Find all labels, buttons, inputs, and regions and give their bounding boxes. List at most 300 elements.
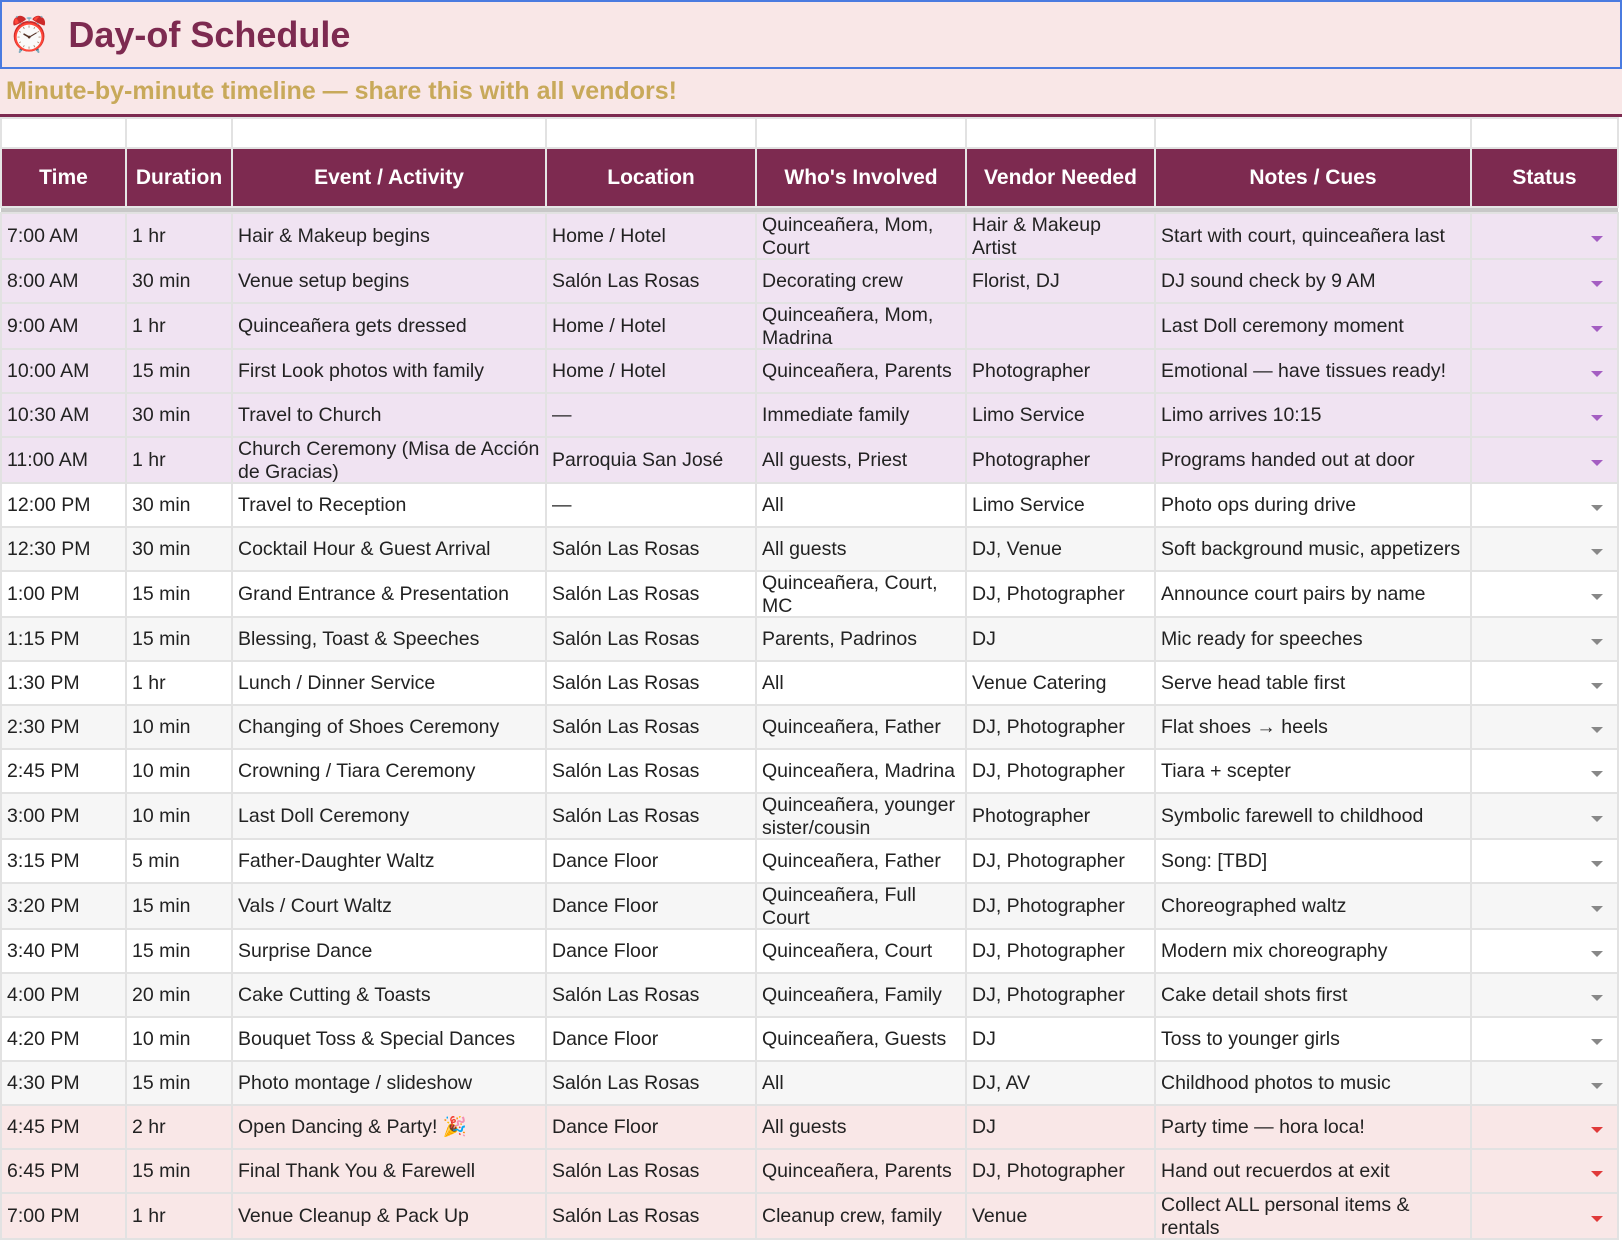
cell-text: DJ sound check by 9 AM	[1161, 269, 1376, 292]
cell-text: Emotional — have tissues ready!	[1161, 359, 1447, 382]
cell-time[interactable]	[1, 571, 126, 617]
cell-text: Dance Floor	[552, 849, 659, 872]
page-title: Day-of Schedule	[68, 13, 351, 55]
cell[interactable]	[756, 118, 966, 148]
cell[interactable]	[966, 118, 1155, 148]
dropdown-arrow-icon[interactable]	[1591, 906, 1603, 912]
cell-text: Cocktail Hour & Guest Arrival	[238, 537, 491, 560]
cell[interactable]	[1155, 118, 1471, 148]
cell-duration[interactable]	[126, 749, 232, 793]
cell-vendor[interactable]	[966, 213, 1155, 259]
cell-text: Salón Las Rosas	[552, 537, 700, 560]
status-dropdown[interactable]	[1471, 527, 1618, 571]
cell-text: 12:00 PM	[7, 493, 91, 516]
cell-who[interactable]	[756, 393, 966, 437]
cell-text: Vals / Court Waltz	[238, 894, 392, 917]
cell-event[interactable]	[232, 705, 546, 749]
cell-location[interactable]	[546, 617, 756, 661]
cell-event[interactable]	[232, 1061, 546, 1105]
cell-vendor[interactable]	[966, 973, 1155, 1017]
cell-event[interactable]	[232, 1193, 546, 1239]
cell-text: 10 min	[132, 715, 191, 738]
cell-text: Grand Entrance & Presentation	[238, 582, 509, 605]
cell-event[interactable]	[232, 303, 546, 349]
cell-text: 10:30 AM	[7, 403, 90, 426]
cell-notes[interactable]	[1155, 1061, 1471, 1105]
cell-notes[interactable]	[1155, 1193, 1471, 1239]
cell-vendor[interactable]	[966, 1017, 1155, 1061]
cell-text: Crowning / Tiara Ceremony	[238, 759, 476, 782]
cell-who[interactable]	[756, 749, 966, 793]
cell-text: Photographer	[972, 359, 1091, 382]
cell-event[interactable]	[232, 527, 546, 571]
cell-time[interactable]	[1, 1061, 126, 1105]
cell-location[interactable]	[546, 303, 756, 349]
cell-notes[interactable]	[1155, 973, 1471, 1017]
cell-time[interactable]	[1, 527, 126, 571]
status-dropdown[interactable]	[1471, 483, 1618, 527]
cell-who[interactable]	[756, 793, 966, 839]
cell-who[interactable]	[756, 303, 966, 349]
cell-event[interactable]	[232, 349, 546, 393]
status-dropdown[interactable]	[1471, 793, 1618, 839]
cell-notes[interactable]	[1155, 437, 1471, 483]
dropdown-arrow-icon[interactable]	[1591, 460, 1603, 466]
dropdown-arrow-icon[interactable]	[1591, 771, 1603, 777]
cell-notes[interactable]	[1155, 617, 1471, 661]
cell-time[interactable]	[1, 1193, 126, 1239]
cell-notes[interactable]	[1155, 1149, 1471, 1193]
cell-location[interactable]	[546, 259, 756, 303]
cell-duration[interactable]	[126, 1149, 232, 1193]
cell-location[interactable]	[546, 929, 756, 973]
cell-text: Modern mix choreography	[1161, 939, 1388, 962]
cell-text: First Look photos with family	[238, 359, 485, 382]
cell-vendor[interactable]	[966, 661, 1155, 705]
dropdown-arrow-icon[interactable]	[1591, 995, 1603, 1001]
cell-event[interactable]	[232, 1017, 546, 1061]
cell-text: 2:45 PM	[7, 759, 80, 782]
cell-location[interactable]	[546, 973, 756, 1017]
cell-who[interactable]	[756, 973, 966, 1017]
alarm-clock-icon: ⏰	[8, 15, 51, 54]
cell-vendor[interactable]	[966, 483, 1155, 527]
cell-event[interactable]	[232, 393, 546, 437]
cell-event[interactable]	[232, 483, 546, 527]
cell-time[interactable]	[1, 349, 126, 393]
cell-text: 12:30 PM	[7, 537, 91, 560]
cell-text: 4:00 PM	[7, 983, 80, 1006]
status-dropdown[interactable]	[1471, 349, 1618, 393]
cell-vendor[interactable]	[966, 793, 1155, 839]
cell-notes[interactable]	[1155, 705, 1471, 749]
table-row	[1, 705, 1618, 749]
cell-who[interactable]	[756, 483, 966, 527]
cell[interactable]	[126, 118, 232, 148]
status-dropdown[interactable]	[1471, 839, 1618, 883]
status-dropdown[interactable]	[1471, 213, 1618, 259]
cell-text: Parroquia San José	[552, 448, 724, 471]
cell[interactable]	[1, 118, 126, 148]
dropdown-arrow-icon[interactable]	[1591, 371, 1603, 377]
cell-event[interactable]	[232, 1149, 546, 1193]
cell-text: Quinceañera, Family	[762, 983, 942, 1006]
cell-duration[interactable]	[126, 1105, 232, 1149]
cell-event[interactable]	[232, 661, 546, 705]
cell-time[interactable]	[1, 437, 126, 483]
cell-location[interactable]	[546, 571, 756, 617]
cell-notes[interactable]	[1155, 661, 1471, 705]
cell-time[interactable]	[1, 483, 126, 527]
cell-event[interactable]	[232, 213, 546, 259]
cell-location[interactable]	[546, 793, 756, 839]
dropdown-arrow-icon[interactable]	[1591, 415, 1603, 421]
column-header-duration[interactable]: Duration	[126, 148, 232, 207]
cell-notes[interactable]	[1155, 213, 1471, 259]
cell-notes[interactable]	[1155, 749, 1471, 793]
cell-vendor[interactable]	[966, 617, 1155, 661]
cell-text: Toss to younger girls	[1161, 1027, 1340, 1050]
cell-vendor[interactable]	[966, 929, 1155, 973]
cell-who[interactable]	[756, 213, 966, 259]
cell-vendor[interactable]	[966, 1193, 1155, 1239]
cell-duration[interactable]	[126, 349, 232, 393]
cell-time[interactable]	[1, 661, 126, 705]
cell-text: 4:20 PM	[7, 1027, 80, 1050]
cell-vendor[interactable]	[966, 705, 1155, 749]
cell-text: Dance Floor	[552, 1115, 659, 1138]
cell-event[interactable]	[232, 973, 546, 1017]
cell-event[interactable]	[232, 617, 546, 661]
cell-duration[interactable]	[126, 661, 232, 705]
cell-event[interactable]	[232, 793, 546, 839]
schedule-table	[0, 117, 1619, 1240]
dropdown-arrow-icon[interactable]	[1591, 683, 1603, 689]
cell-who[interactable]	[756, 259, 966, 303]
cell-notes[interactable]	[1155, 393, 1471, 437]
dropdown-arrow-icon[interactable]	[1591, 1083, 1603, 1089]
cell-text: Mic ready for speeches	[1161, 627, 1363, 650]
cell-vendor[interactable]	[966, 527, 1155, 571]
status-dropdown[interactable]	[1471, 393, 1618, 437]
cell-notes[interactable]	[1155, 571, 1471, 617]
cell-time[interactable]	[1, 839, 126, 883]
cell-time[interactable]	[1, 303, 126, 349]
cell-location[interactable]	[546, 1105, 756, 1149]
cell-vendor[interactable]	[966, 749, 1155, 793]
cell-who[interactable]	[756, 437, 966, 483]
cell-text: 15 min	[132, 894, 191, 917]
cell-event[interactable]	[232, 929, 546, 973]
cell-duration[interactable]	[126, 259, 232, 303]
cell-vendor[interactable]	[966, 839, 1155, 883]
cell-vendor[interactable]	[966, 883, 1155, 929]
cell-text: 30 min	[132, 269, 191, 292]
status-dropdown[interactable]	[1471, 929, 1618, 973]
cell-who[interactable]	[756, 839, 966, 883]
cell-time[interactable]	[1, 705, 126, 749]
cell-duration[interactable]	[126, 1193, 232, 1239]
cell-location[interactable]	[546, 437, 756, 483]
cell-text: Salón Las Rosas	[552, 1204, 700, 1227]
table-row	[1, 929, 1618, 973]
cell-text: Cake Cutting & Toasts	[238, 983, 431, 1006]
cell-event[interactable]	[232, 883, 546, 929]
dropdown-arrow-icon[interactable]	[1591, 639, 1603, 645]
column-header-location[interactable]: Location	[546, 148, 756, 207]
cell-notes[interactable]	[1155, 839, 1471, 883]
cell-text: 2 hr	[132, 1115, 166, 1138]
cell-notes[interactable]	[1155, 527, 1471, 571]
cell-duration[interactable]	[126, 793, 232, 839]
table-row	[1, 527, 1618, 571]
status-dropdown[interactable]	[1471, 1149, 1618, 1193]
cell-duration[interactable]	[126, 705, 232, 749]
cell-duration[interactable]	[126, 393, 232, 437]
cell[interactable]	[1471, 118, 1618, 148]
cell-notes[interactable]	[1155, 259, 1471, 303]
cell-time[interactable]	[1, 1149, 126, 1193]
cell-duration[interactable]	[126, 483, 232, 527]
cell-who[interactable]	[756, 1017, 966, 1061]
cell-who[interactable]	[756, 661, 966, 705]
cell-text: Salón Las Rosas	[552, 715, 700, 738]
status-dropdown[interactable]	[1471, 617, 1618, 661]
cell-duration[interactable]	[126, 617, 232, 661]
status-dropdown[interactable]	[1471, 1061, 1618, 1105]
dropdown-arrow-icon[interactable]	[1591, 505, 1603, 511]
dropdown-arrow-icon[interactable]	[1591, 594, 1603, 600]
cell-who[interactable]	[756, 1193, 966, 1239]
cell-text: —	[552, 493, 572, 516]
dropdown-arrow-icon[interactable]	[1591, 816, 1603, 822]
status-dropdown[interactable]	[1471, 749, 1618, 793]
dropdown-arrow-icon[interactable]	[1591, 326, 1603, 332]
status-dropdown[interactable]	[1471, 883, 1618, 929]
cell-text: Quinceañera, Full Court	[762, 884, 916, 928]
dropdown-arrow-icon[interactable]	[1591, 861, 1603, 867]
cell-who[interactable]	[756, 527, 966, 571]
cell-location[interactable]	[546, 393, 756, 437]
cell-text: Photographer	[972, 804, 1091, 827]
cell-text: Quinceañera, Madrina	[762, 759, 955, 782]
cell-text: 30 min	[132, 537, 191, 560]
cell-location[interactable]	[546, 1193, 756, 1239]
cell-duration[interactable]	[126, 1017, 232, 1061]
cell-text: Song: [TBD]	[1161, 849, 1268, 872]
cell-who[interactable]	[756, 617, 966, 661]
cell-who[interactable]	[756, 349, 966, 393]
cell-event[interactable]	[232, 749, 546, 793]
cell-who[interactable]	[756, 883, 966, 929]
cell-time[interactable]	[1, 617, 126, 661]
cell-text: Symbolic farewell to childhood	[1161, 804, 1424, 827]
cell-duration[interactable]	[126, 973, 232, 1017]
column-header-vendor[interactable]: Vendor Needed	[966, 148, 1155, 207]
cell-notes[interactable]	[1155, 793, 1471, 839]
cell-text: 7:00 AM	[7, 224, 79, 247]
cell[interactable]	[232, 118, 546, 148]
cell-location[interactable]	[546, 749, 756, 793]
cell-vendor[interactable]	[966, 349, 1155, 393]
cell-time[interactable]	[1, 259, 126, 303]
cell-location[interactable]	[546, 839, 756, 883]
cell-event[interactable]	[232, 571, 546, 617]
column-header-time[interactable]: Time	[1, 148, 126, 207]
cell-vendor[interactable]	[966, 259, 1155, 303]
table-row	[1, 839, 1618, 883]
cell-notes[interactable]	[1155, 929, 1471, 973]
cell-text: 1:00 PM	[7, 582, 80, 605]
cell-location[interactable]	[546, 213, 756, 259]
cell-duration[interactable]	[126, 571, 232, 617]
cell-text: Father-Daughter Waltz	[238, 849, 435, 872]
cell-text: All guests	[762, 1115, 847, 1138]
column-header-status[interactable]: Status	[1471, 148, 1618, 207]
cell-text: Hair & Makeup Artist	[972, 214, 1101, 258]
cell-notes[interactable]	[1155, 1105, 1471, 1149]
cell-text: 1:15 PM	[7, 627, 80, 650]
dropdown-arrow-icon[interactable]	[1591, 281, 1603, 287]
cell-notes[interactable]	[1155, 303, 1471, 349]
table-row	[1, 483, 1618, 527]
cell-text: Dance Floor	[552, 894, 659, 917]
cell-text: DJ, Photographer	[972, 1159, 1125, 1182]
cell-text: DJ, Venue	[972, 537, 1062, 560]
dropdown-arrow-icon[interactable]	[1591, 236, 1603, 242]
cell-duration[interactable]	[126, 883, 232, 929]
status-dropdown[interactable]	[1471, 1193, 1618, 1239]
cell-location[interactable]	[546, 883, 756, 929]
cell-location[interactable]	[546, 483, 756, 527]
cell-who[interactable]	[756, 1149, 966, 1193]
cell-event[interactable]	[232, 839, 546, 883]
dropdown-arrow-icon[interactable]	[1591, 549, 1603, 555]
column-header-who[interactable]: Who's Involved	[756, 148, 966, 207]
cell-text: Home / Hotel	[552, 314, 666, 337]
dropdown-arrow-icon[interactable]	[1591, 727, 1603, 733]
cell-duration[interactable]	[126, 213, 232, 259]
cell-text: Dance Floor	[552, 1027, 659, 1050]
cell-time[interactable]	[1, 749, 126, 793]
cell-notes[interactable]	[1155, 883, 1471, 929]
status-dropdown[interactable]	[1471, 303, 1618, 349]
cell-time[interactable]	[1, 793, 126, 839]
cell-vendor[interactable]	[966, 1105, 1155, 1149]
cell-text: Photo montage / slideshow	[238, 1071, 473, 1094]
cell-who[interactable]	[756, 929, 966, 973]
cell-event[interactable]	[232, 1105, 546, 1149]
subtitle[interactable]: Minute-by-minute timeline — share this with all vendors!	[0, 69, 1622, 117]
table-row	[1, 437, 1618, 483]
cell[interactable]	[546, 118, 756, 148]
cell-text: DJ, Photographer	[972, 759, 1125, 782]
cell-text: 15 min	[132, 1159, 191, 1182]
status-dropdown[interactable]	[1471, 973, 1618, 1017]
cell-who[interactable]	[756, 1061, 966, 1105]
cell-text: DJ	[972, 627, 996, 650]
cell-location[interactable]	[546, 1149, 756, 1193]
cell-duration[interactable]	[126, 839, 232, 883]
sheet-title-row[interactable]	[0, 0, 1622, 69]
cell-location[interactable]	[546, 527, 756, 571]
cell-duration[interactable]	[126, 303, 232, 349]
cell-text: All guests, Priest	[762, 448, 908, 471]
cell-notes[interactable]	[1155, 349, 1471, 393]
cell-notes[interactable]	[1155, 483, 1471, 527]
cell-vendor[interactable]	[966, 1149, 1155, 1193]
cell-text: Salón Las Rosas	[552, 582, 700, 605]
column-header-notes[interactable]: Notes / Cues	[1155, 148, 1471, 207]
cell-time[interactable]	[1, 929, 126, 973]
cell-vendor[interactable]	[966, 1061, 1155, 1105]
cell-text: DJ	[972, 1027, 996, 1050]
status-dropdown[interactable]	[1471, 1105, 1618, 1149]
cell-vendor[interactable]	[966, 437, 1155, 483]
cell-text: 4:45 PM	[7, 1115, 80, 1138]
cell-vendor[interactable]	[966, 303, 1155, 349]
status-dropdown[interactable]	[1471, 437, 1618, 483]
status-dropdown[interactable]	[1471, 571, 1618, 617]
dropdown-arrow-icon[interactable]	[1591, 1216, 1603, 1222]
cell-text: Quinceañera, Court	[762, 939, 933, 962]
cell-who[interactable]	[756, 571, 966, 617]
cell-time[interactable]	[1, 393, 126, 437]
cell-text: Photographer	[972, 448, 1091, 471]
cell-text: Limo arrives 10:15	[1161, 403, 1322, 426]
cell-text: Childhood photos to music	[1161, 1071, 1391, 1094]
cell-time[interactable]	[1, 1017, 126, 1061]
cell-who[interactable]	[756, 1105, 966, 1149]
cell-time[interactable]	[1, 1105, 126, 1149]
cell-text: 30 min	[132, 493, 191, 516]
status-dropdown[interactable]	[1471, 705, 1618, 749]
cell-time[interactable]	[1, 883, 126, 929]
cell-duration[interactable]	[126, 1061, 232, 1105]
cell-text: Programs handed out at door	[1161, 448, 1415, 471]
cell-text: 1 hr	[132, 1204, 166, 1227]
status-dropdown[interactable]	[1471, 661, 1618, 705]
cell-vendor[interactable]	[966, 393, 1155, 437]
cell-location[interactable]	[546, 349, 756, 393]
dropdown-arrow-icon[interactable]	[1591, 1127, 1603, 1133]
cell-who[interactable]	[756, 705, 966, 749]
cell-event[interactable]	[232, 437, 546, 483]
table-row	[1, 259, 1618, 303]
status-dropdown[interactable]	[1471, 1017, 1618, 1061]
cell-time[interactable]	[1, 973, 126, 1017]
dropdown-arrow-icon[interactable]	[1591, 1039, 1603, 1045]
cell-duration[interactable]	[126, 929, 232, 973]
cell-duration[interactable]	[126, 527, 232, 571]
status-dropdown[interactable]	[1471, 259, 1618, 303]
dropdown-arrow-icon[interactable]	[1591, 951, 1603, 957]
cell-duration[interactable]	[126, 437, 232, 483]
cell-event[interactable]	[232, 259, 546, 303]
column-header-event[interactable]: Event / Activity	[232, 148, 546, 207]
dropdown-arrow-icon[interactable]	[1591, 1171, 1603, 1177]
cell-notes[interactable]	[1155, 1017, 1471, 1061]
cell-text: Open Dancing & Party! 🎉	[238, 1115, 468, 1138]
cell-text: 9:00 AM	[7, 314, 79, 337]
cell-vendor[interactable]	[966, 571, 1155, 617]
cell-location[interactable]	[546, 705, 756, 749]
cell-location[interactable]	[546, 1061, 756, 1105]
cell-text: Florist, DJ	[972, 269, 1060, 292]
cell-location[interactable]	[546, 1017, 756, 1061]
cell-location[interactable]	[546, 661, 756, 705]
cell-time[interactable]	[1, 213, 126, 259]
